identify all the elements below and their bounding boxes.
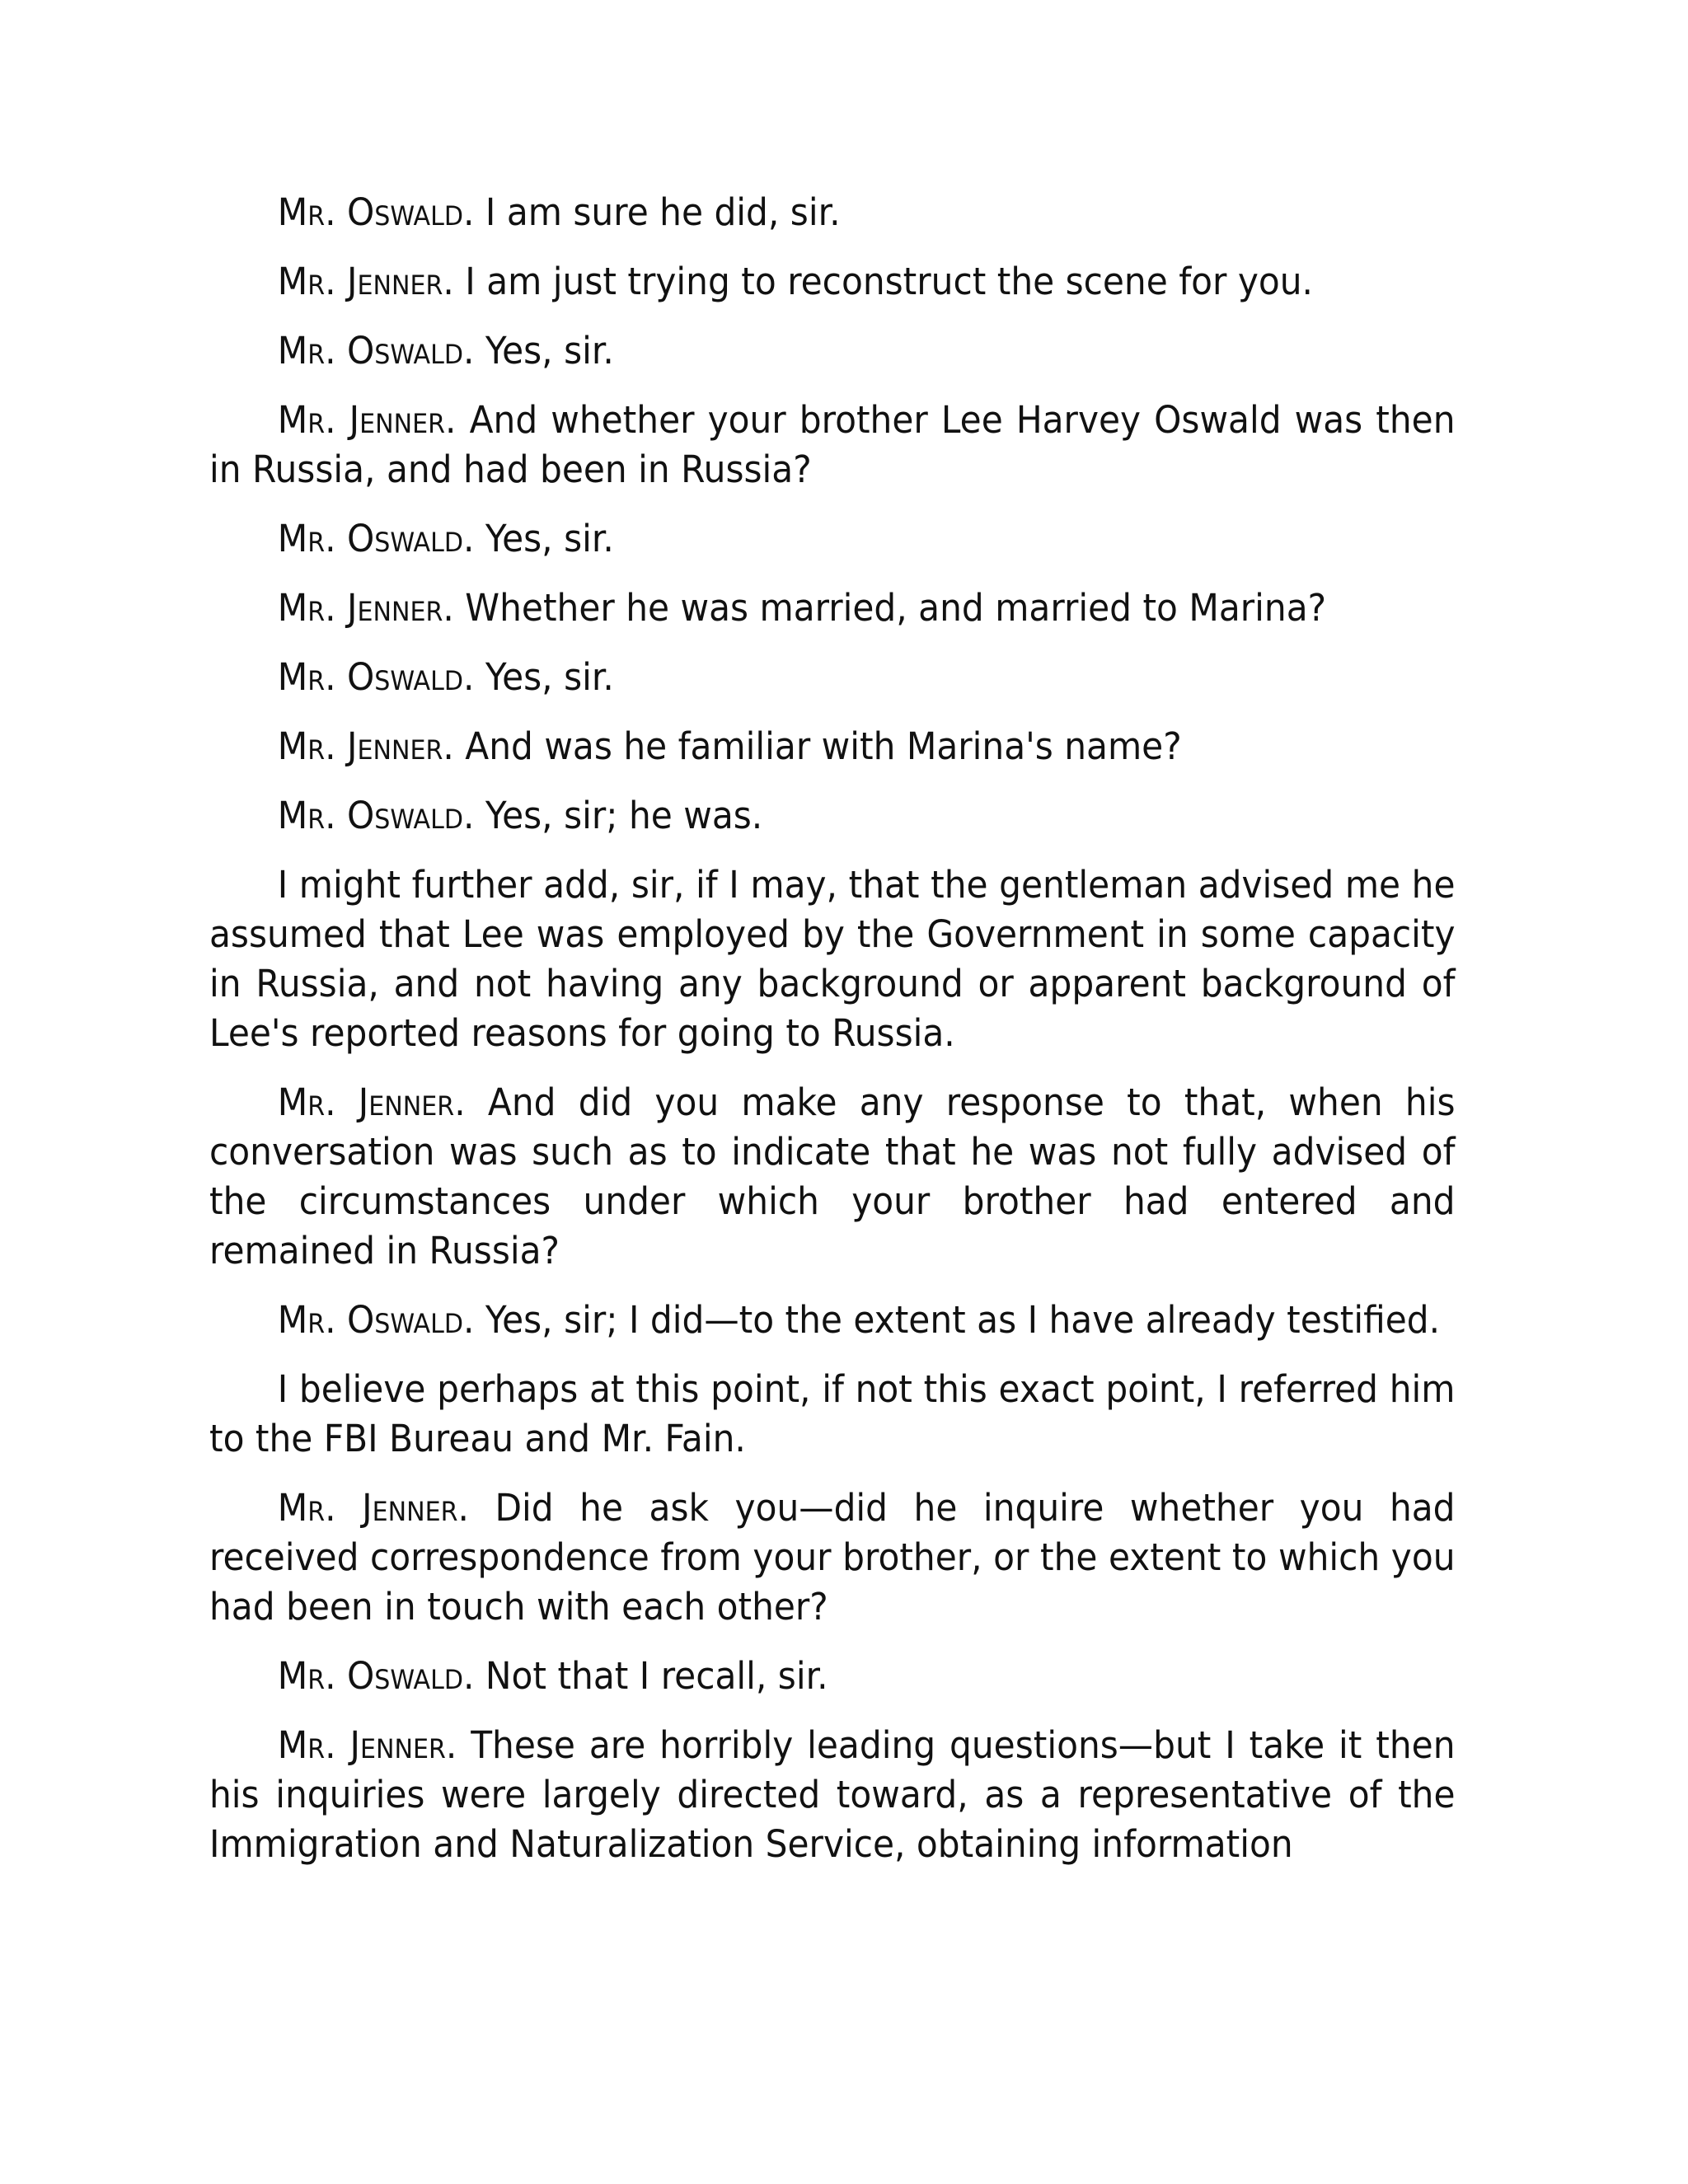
paragraph-11 <box>209 1078 1456 1276</box>
speaker-label: Mr. Oswald. <box>277 655 475 699</box>
speaker-label: Mr. Oswald. <box>277 794 475 837</box>
paragraph-9 <box>209 791 1456 841</box>
speaker-label: Mr. Jenner. <box>277 1080 466 1124</box>
speaker-label: Mr. Jenner. <box>277 724 454 768</box>
speaker-label: Mr. Oswald. <box>277 1298 475 1342</box>
paragraph-text: I am just trying to reconstruct the scene for you. <box>453 260 1313 303</box>
paragraph-15 <box>209 1652 1456 1701</box>
speaker-label: Mr. Jenner. <box>277 1486 469 1530</box>
paragraph-4 <box>209 396 1456 494</box>
speaker-label: Mr. Jenner. <box>277 260 454 303</box>
paragraph-14 <box>209 1483 1456 1632</box>
paragraph-text: Yes, sir; he was. <box>474 794 763 837</box>
paragraph-10 <box>209 860 1456 1058</box>
paragraph-8 <box>209 722 1456 771</box>
paragraph-16 <box>209 1721 1456 1869</box>
paragraph-text: I might further add, sir, if I may, that the gentleman advised me he assumed that Lee was employed by the Government in some capacity in Russia, and not having any background or apparent background of Lee's reported reasons for going to Russia. <box>209 863 1456 1055</box>
paragraph-text: And did you make any response to that, when his conversation was such as to indicate that he was not fully advised of the circumstances under which your brother had entered and remained in Russia? <box>209 1080 1456 1272</box>
paragraph-text: Yes, sir. <box>474 517 614 560</box>
transcript-page <box>209 188 1456 1889</box>
paragraph-text: And was he familiar with Marina's name? <box>453 724 1182 768</box>
paragraph-12 <box>209 1296 1456 1345</box>
paragraph-3 <box>209 326 1456 376</box>
paragraph-text: I believe perhaps at this point, if not this exact point, I referred him to the FBI Bureau and Mr. Fain. <box>209 1367 1456 1460</box>
speaker-label: Mr. Jenner. <box>277 398 457 442</box>
paragraph-1 <box>209 188 1456 237</box>
speaker-label: Mr. Oswald. <box>277 190 475 234</box>
transcript-body <box>209 188 1456 1869</box>
paragraph-text: And whether your brother Lee Harvey Oswald was then in Russia, and had been in Russia? <box>209 398 1456 491</box>
paragraph-13 <box>209 1365 1456 1464</box>
paragraph-text: These are horribly leading questions—but I take it then his inquiries were largely directed toward, as a representative of the Immigration and Naturalization Service, obtaining information <box>209 1723 1456 1866</box>
paragraph-text: Yes, sir. <box>474 655 614 699</box>
paragraph-text: Did he ask you—did he inquire whether you had received correspondence from your brother, or the extent to which you had been in touch with each other? <box>209 1486 1456 1629</box>
speaker-label: Mr. Jenner. <box>277 586 454 630</box>
paragraph-5 <box>209 514 1456 564</box>
paragraph-text: Yes, sir; I did—to the extent as I have already testified. <box>474 1298 1441 1342</box>
paragraph-text: Whether he was married, and married to Marina? <box>453 586 1327 630</box>
paragraph-text: I am sure he did, sir. <box>474 190 841 234</box>
speaker-label: Mr. Oswald. <box>277 1654 475 1698</box>
speaker-label: Mr. Oswald. <box>277 329 475 373</box>
paragraph-2 <box>209 257 1456 307</box>
paragraph-text: Yes, sir. <box>474 329 614 373</box>
paragraph-6 <box>209 583 1456 633</box>
paragraph-7 <box>209 653 1456 702</box>
speaker-label: Mr. Jenner. <box>277 1723 457 1767</box>
speaker-label: Mr. Oswald. <box>277 517 475 560</box>
paragraph-text: Not that I recall, sir. <box>474 1654 828 1698</box>
